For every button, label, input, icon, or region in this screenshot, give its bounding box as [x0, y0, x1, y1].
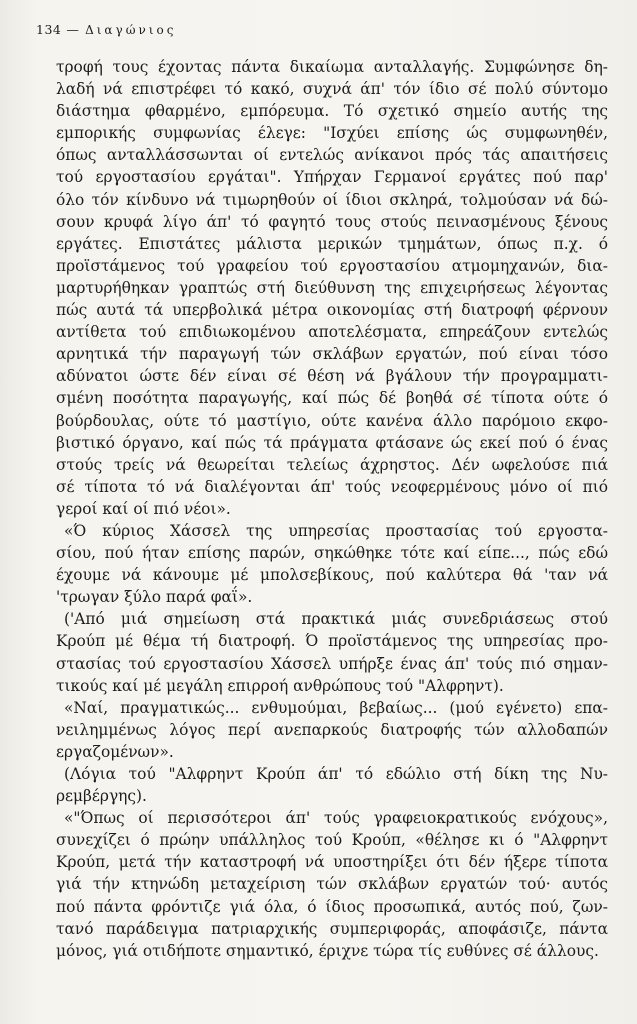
text-line: τανό παράδειγμα πατριαρχικής συμπεριφοράς, αποφάσιζε, πάντα — [56, 919, 608, 938]
text-line: αδύνατοι ώστε δέν είναι σέ θέση νά βγάλουν τήν προγραμματι- — [56, 367, 608, 386]
text-line: σμένη ποσότητα παραγωγής, καί πώς δέ βοηθά σέ τίποτα ούτε ό — [56, 389, 608, 408]
page-number: 134 — [36, 22, 62, 37]
text-line: γιά τήν κτηνώδη μεταχείριση τών σκλάβων εργατών τού· αυτός — [56, 875, 608, 894]
text-line: πώς αυτά τά υπερβολικά μέτρα οικονομίας στή διατροφή φέρνουν — [56, 301, 608, 320]
text-line: «Ό κύριος Χάσσελ της υπηρεσίας προστασίας τού εργοστα- — [64, 521, 608, 540]
text-line: αρνητικά τήν παραγωγή τών σκλάβων εργατών, πού είναι τόσο — [56, 345, 608, 364]
text-line: βούρδουλας, ούτε τό μαστίγιο, ούτε κανένα άλλο παρόμοιο εκφο- — [56, 411, 608, 430]
header-separator: — — [66, 22, 81, 37]
text-line: αντίθετα τού επιδιωκομένου αποτελέσματα, επηρεάζουν εντελώς — [56, 323, 608, 342]
running-header — [36, 22, 176, 37]
text-line: όπως ανταλλάσσωνται οί εντελώς ανίκανοι πρός τάς απαιτήσεις — [56, 146, 608, 165]
text-line: «Ναί, πραγματικώς... ενθυμούμαι, βεβαίως... (μού εγένετο) επα- — [64, 698, 608, 717]
text-line: νειλημμένως λόγος περί ανεπαρκούς διατροφής τών αλλοδαπών — [56, 720, 608, 739]
text-line: σίου, πού ήταν επίσης παρών, σηκώθηκε τότε καί είπε..., πώς εδώ — [56, 544, 608, 563]
text-line: μαρτυρήθηκαν γραπτώς στή διεύθυνση της επιχειρήσεως λέγοντας — [56, 278, 608, 297]
text-line: εργάτες. Επιστάτες μάλιστα μερικών τμημάτων, όπως π.χ. ό — [56, 234, 608, 253]
text-line: προϊστάμενος τού γραφείου τού εργοστασίου ατμομηχανών, δια- — [56, 256, 608, 275]
text-line: μόνος, γιά οτιδήποτε σημαντικό, έριχνε τώρα τίς ευθύνες σέ άλλους. — [56, 941, 599, 960]
text-line: έχουμε νά κάνουμε μέ μπολσεβίκους, πού καλύτερα θά 'ταν νά — [56, 566, 608, 585]
text-line: πού πάντα φρόντιζε γιά όλα, ό ίδιος προσωπικά, αυτός πού, ζων- — [56, 897, 608, 916]
text-line: όλο τόν κίνδυνο νά τιμωρηθούν οί ίδιοι σκληρά, τολμούσαν νά δώ- — [56, 190, 608, 209]
text-line: βιστικό όργανο, καί πώς τά πράγματα φτάσανε ώς εκεί πού ό ένας — [56, 433, 608, 452]
text-line: (Λόγια τού "Αλφρηντ Κρούπ άπ' τό εδώλιο στή δίκη της Νυ- — [64, 765, 608, 783]
text-line: σέ τίποτα τό νά διαλέγονται άπ' τούς νεοφερμένους μόνο οί πιό — [56, 477, 608, 496]
text-line: ('Από μιά σημείωση στά πρακτικά μιάς συνεδριάσεως στού — [64, 610, 608, 629]
text-line: Κρούπ μέ θέμα τή διατροφή. Ό προϊστάμενος της υπηρεσίας προ- — [56, 632, 608, 651]
text-line: στούς τρείς νά θεωρείται τελείως άχρηστος. Δέν ωφελούσε πιά — [56, 455, 608, 474]
text-line: τού εργοστασίου εργάται". Υπήρχαν Γερμανοί εργάτες πού παρ' — [56, 168, 608, 187]
text-line: λαδή νά επιστρέφει τό κακό, συχνά άπ' τόν ίδιο σέ πολύ σύντομο — [56, 80, 608, 99]
text-line: διάστημα φθαρμένο, εμπόρευμα. Τό σχετικό σημείο αυτής της — [56, 102, 608, 121]
text-line: 'τρωγαν ξύλο παρά φαΐ». — [56, 588, 253, 607]
text-line: στασίας τού εργοστασίου Χάσσελ υπήρξε ένας άπ' τούς πιό σημαν- — [56, 654, 608, 673]
text-line: γεροί καί οί πιό νέοι». — [56, 499, 231, 518]
text-line: τικούς καί μέ μεγάλη επιρροή ανθρώπους τού "Αλφρηντ). — [56, 676, 504, 695]
text-line: συνεχίζει ό πρώην υπάλληλος τού Κρούπ, «θέλησε κι ό "Αλφρηντ — [56, 831, 608, 850]
text-line: σουν κρυφά λίγο άπ' τό φαγητό τους στούς πεινασμένους ξένους — [56, 212, 608, 231]
text-line: εμπορικής συμφωνίας έλεγε: "Ισχύει επίσης ώς συμφωνηθέν, — [56, 124, 608, 143]
text-line: τροφή τους έχοντας πάντα δικαίωμα ανταλλαγής. Συμφώνησε δη- — [56, 58, 608, 76]
body-text — [56, 56, 608, 962]
running-title: Διαγώνιος — [85, 23, 177, 37]
text-line: «"Όπως οί περισσότεροι άπ' τούς γραφειοκρατικούς ενόχους», — [64, 809, 608, 828]
text-line: Κρούπ, μετά τήν καταστροφή νά υποστηρίξει ότι δέν ήξερε τίποτα — [56, 853, 608, 872]
text-line: εργαζομένων». — [56, 742, 174, 761]
text-line: ρεμβέργης). — [56, 787, 147, 806]
